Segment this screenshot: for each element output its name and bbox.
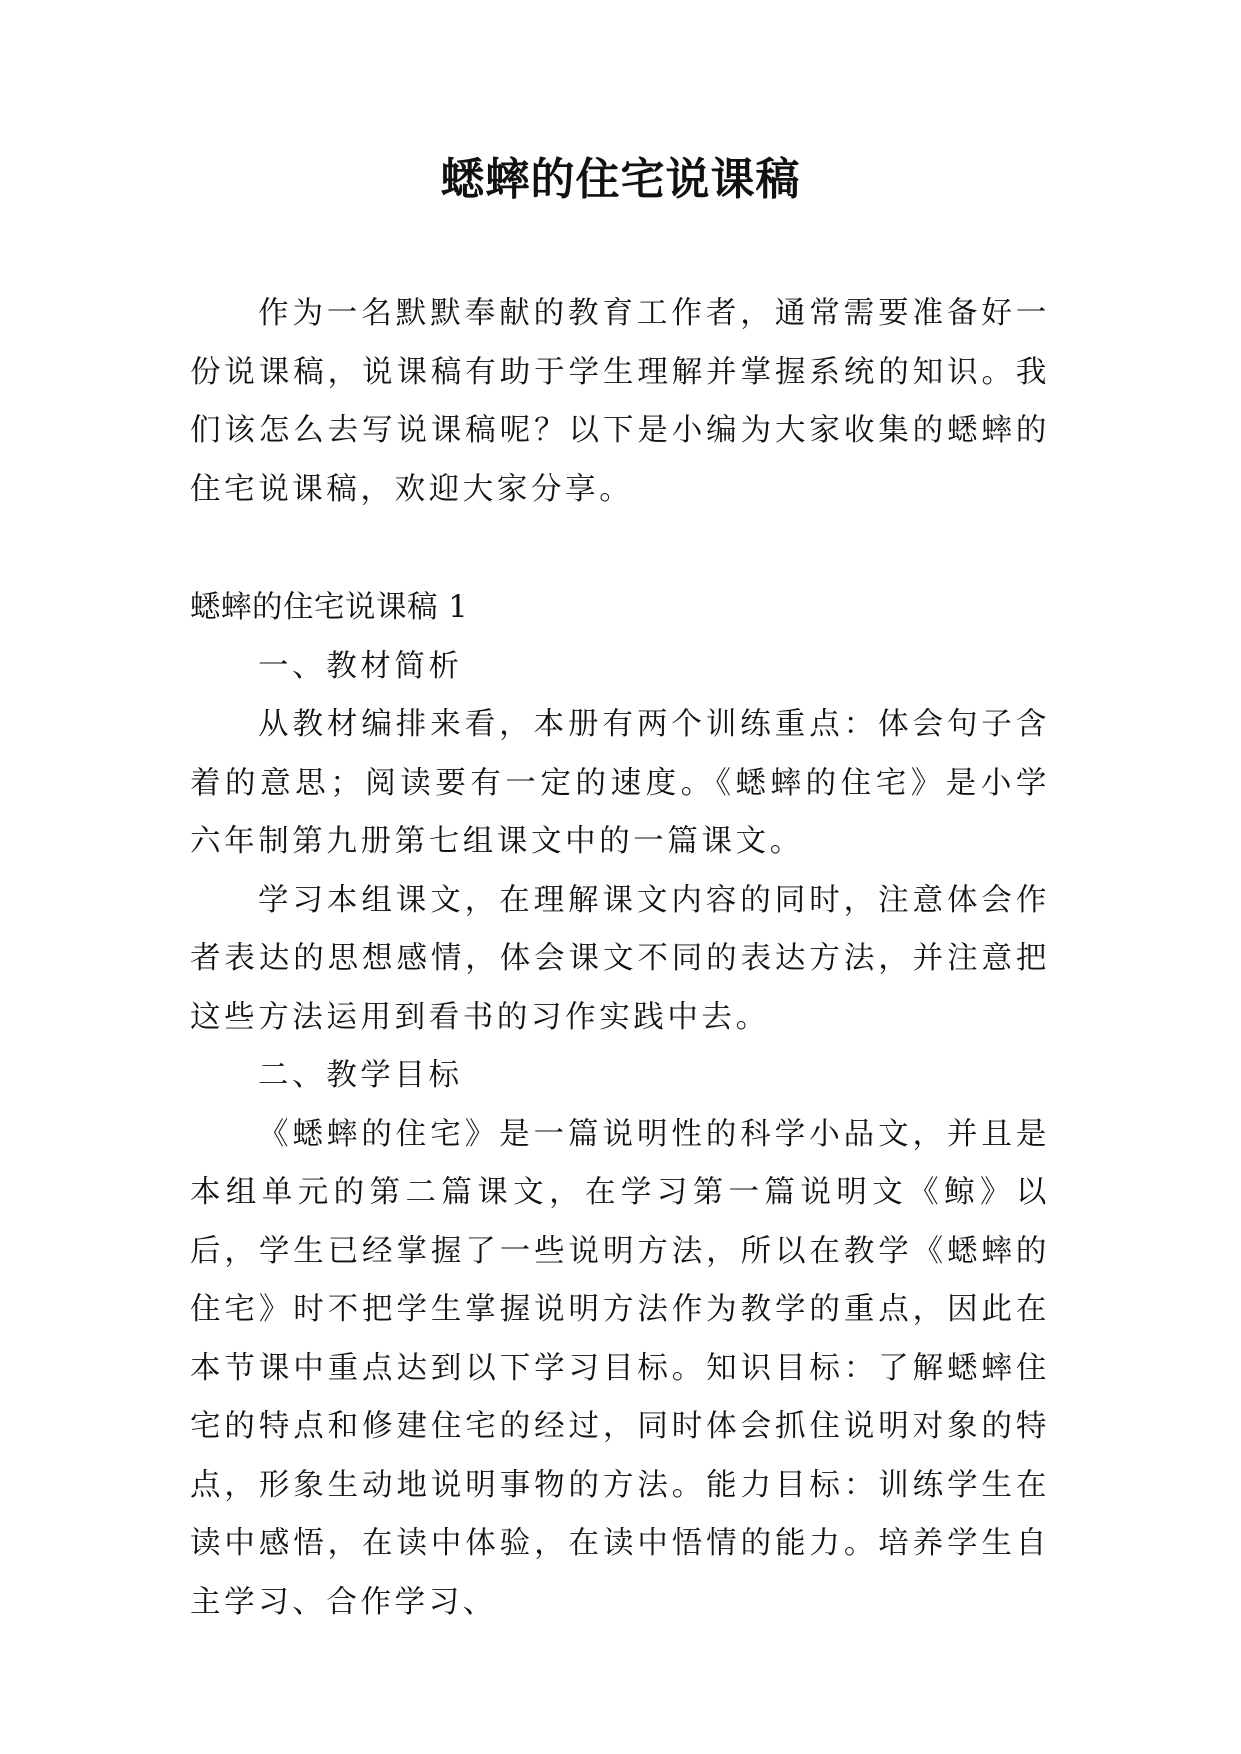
body-paragraph: 学习本组课文，在理解课文内容的同时，注意体会作者表达的思想感情，体会课文不同的表达方法，并注意把这些方法运用到看书的习作实践中去。: [190, 882, 1050, 1035]
paragraph-spacer: [190, 519, 1050, 579]
document-title: 蟋蟀的住宅说课稿: [440, 154, 801, 205]
body-paragraph: 《蟋蟀的住宅》是一篇说明性的科学小品文，并且是本组单元的第二篇课文，在学习第一篇说明文《鲸》以后，学生已经掌握了一些说明方法，所以在教学《蟋蟀的住宅》时不把学生掌握说明方法作为教学的重点，因此在本节课中重点达到以下学习目标。知识目标：了解蟋蟀住宅的特点和修建住宅的经过，同时体会抓住说明对象的特点，形象生动地说明事物的方法。能力目标：训练学生在读中感悟，在读中体验，在读中悟情的能力。培养学生自主学习、合作学习、: [190, 1116, 1050, 1620]
section-title: 蟋蟀的住宅说课稿 1: [190, 590, 469, 625]
body-paragraph: 从教材编排来看，本册有两个训练重点：体会句子含着的意思；阅读要有一定的速度。《蟋蟀的住宅》是小学六年制第九册第七组课文中的一篇课文。: [190, 707, 1050, 859]
document-body: [190, 285, 1050, 1632]
intro-paragraph: 作为一名默默奉献的教育工作者，通常需要准备好一份说课稿，说课稿有助于学生理解并掌握系统的知识。我们该怎么去写说课稿呢？以下是小编为大家收集的蟋蟀的住宅说课稿，欢迎大家分享。: [190, 296, 1050, 507]
heading-teaching-goals: 二、教学目标: [258, 1058, 463, 1093]
heading-textbook-analysis: 一、教材简析: [258, 648, 463, 684]
